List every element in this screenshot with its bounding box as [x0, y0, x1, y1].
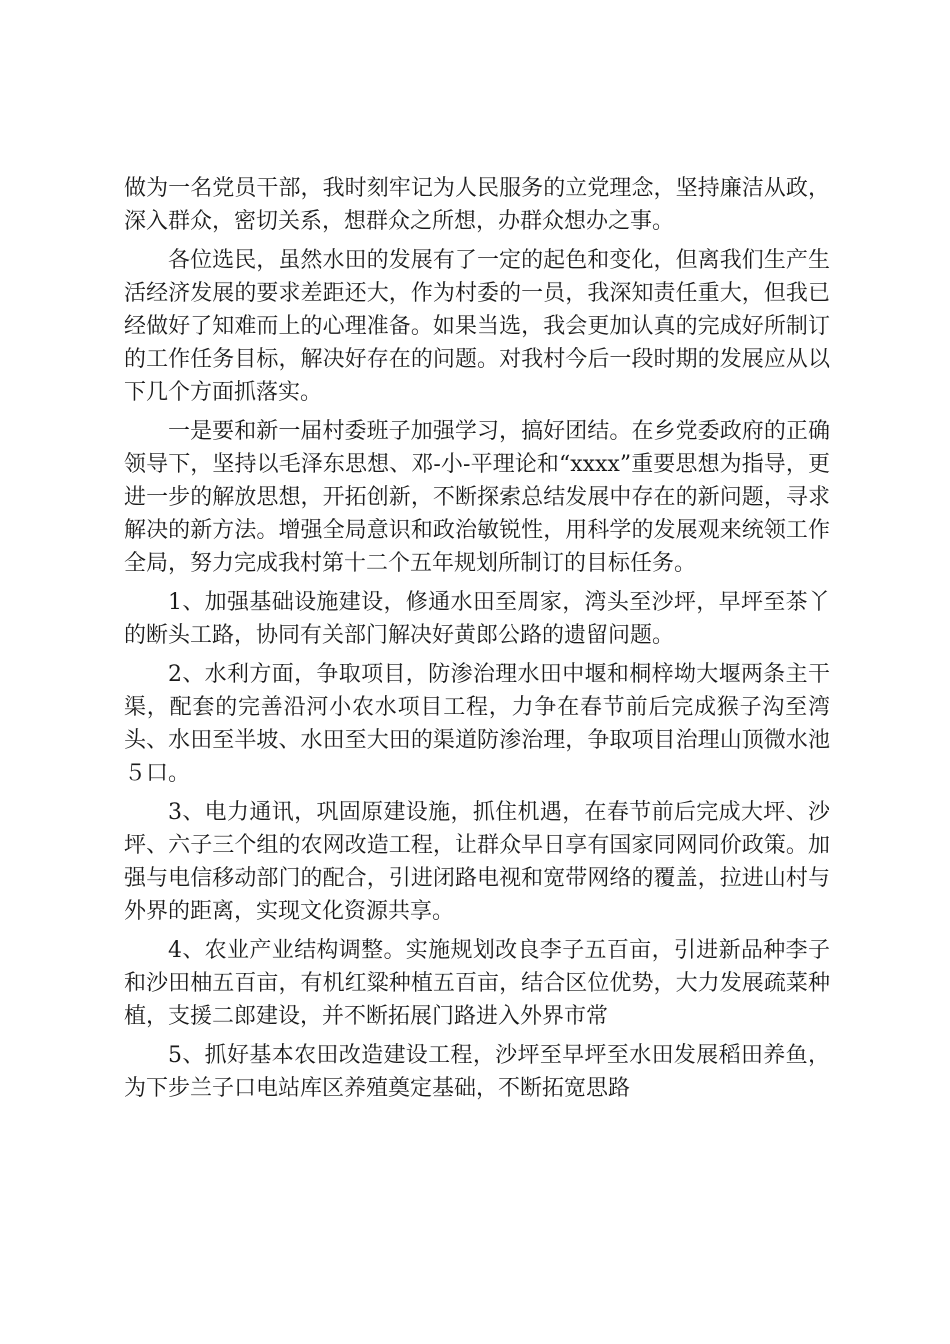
paragraph-3: 一是要和新一届村委班子加强学习，搞好团结。在乡党委政府的正确领导下，坚持以毛泽东思想、邓-小-平理论和“xxxx”重要思想为指导，更进一步的解放思想，开拓创新，不断探索总结发展中存在的新问题，寻求解决的新方法。增强全局意识和政治敏锐性，用科学的发展观来统领工作全局，努力完成我村第十二个五年规划所制订的目标任务。: [124, 419, 830, 576]
list-item-2: 2、水利方面，争取项目，防渗治理水田中堰和桐梓坳大堰两条主干渠，配套的完善沿河小农水项目工程，力争在春节前后完成猴子沟至湾头、水田至半坡、水田至大田的渠道防渗治理，争取项目治理山顶微水池５口。: [124, 662, 830, 786]
list-item-5: 5、抓好基本农田改造建设工程，沙坪至早坪至水田发展稻田养鱼，为下步兰子口电站库区养殖奠定基础，不断拓宽思路: [124, 1043, 830, 1101]
list-item-3: 3、电力通讯，巩固原建设施，抓住机遇，在春节前后完成大坪、沙坪、六子三个组的农网改造工程，让群众早日享有国家同网同价政策。加强与电信移动部门的配合，引进闭路电视和宽带网络的覆盖，拉进山村与外界的距离，实现文化资源共享。: [124, 800, 830, 924]
document-page: [124, 172, 830, 1111]
paragraph-2: 各位选民，虽然水田的发展有了一定的起色和变化，但离我们生产生活经济发展的要求差距还大，作为村委的一员，我深知责任重大，但我已经做好了知难而上的心理准备。如果当选，我会更加认真的完成好所制订的工作任务目标，解决好存在的问题。对我村今后一段时期的发展应从以下几个方面抓落实。: [124, 248, 830, 405]
list-item-4: 4、农业产业结构调整。实施规划改良李子五百亩，引进新品种李子和沙田柚五百亩，有机红粱种植五百亩，结合区位优势，大力发展疏菜种植，支援二郎建设，并不断拓展门路进入外界市常: [124, 938, 830, 1029]
list-item-1: 1、加强基础设施建设，修通水田至周家，湾头至沙坪，早坪至茶丫的断头工路，协同有关部门解决好黄郎公路的遗留问题。: [124, 590, 830, 648]
paragraph-1: 做为一名党员干部，我时刻牢记为人民服务的立党理念，坚持廉洁从政，深入群众，密切关系，想群众之所想，办群众想办之事。: [124, 176, 830, 234]
